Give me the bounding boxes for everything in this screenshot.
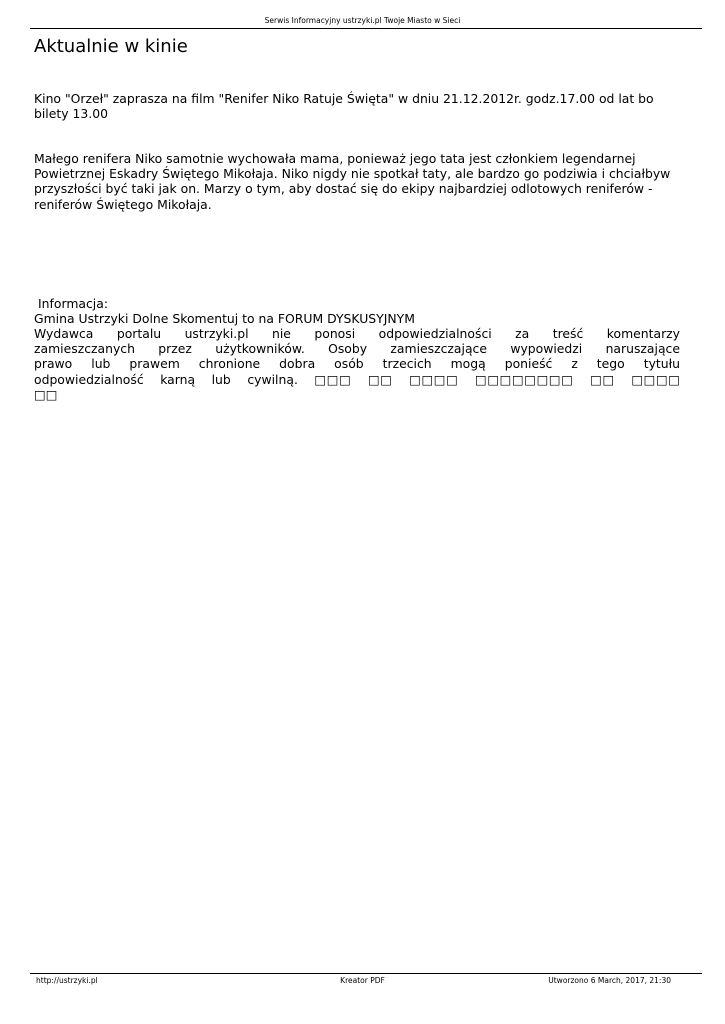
info-label: Informacja: <box>38 296 109 311</box>
article-paragraph-screening: Kino "Orzeł" zaprasza na film "Renifer Niko Ratuje Święta" w dniu 21.12.2012r. godz.17.00 od lat bo bilety 13.00 <box>34 91 654 122</box>
article-paragraph-description: Małego renifera Niko samotnie wychowała mama, ponieważ jego tata jest członkiem legendarnej Powietrznej Eskadry Świętego Mikołaja. Niko nigdy nie spotkał taty, ale bardzo go podziwia i chciałbyw przyszłości być taki jak on. Marzy o tym, aby dostać się do ekipy najbardziej odlotowych reniferów - reniferów Świętego Mikołaja. <box>34 151 671 212</box>
footer-generator: Kreator PDF <box>340 976 385 985</box>
footer-divider <box>30 973 702 974</box>
footer-created-date: Utworzono 6 March, 2017, 21:30 <box>548 976 671 985</box>
header-divider <box>30 28 702 29</box>
header-site-title: Serwis Informacyjny ustrzyki.pl Twoje Miasto w Sieci <box>264 16 461 25</box>
info-forum-line: Gmina Ustrzyki Dolne Skomentuj to na FORUM DYSKUSYJNYM <box>34 311 415 326</box>
disclaimer-text: Wydawca portalu ustrzyki.pl nie ponosi odpowiedzialności za treść komentarzy zamieszczanych przez użytkowników. Osoby zamieszczające wypowiedzi naruszające prawo lub prawem chronione dobra osób trzecich mogą ponieść z tego tytułu odpowiedzialność karną lub cywilną. □□□ □□ □□□□ □□□□□□□□ □□ □□□□ □□ <box>34 326 680 402</box>
footer-url: http://ustrzyki.pl <box>36 976 98 985</box>
page-title: Aktualnie w kinie <box>34 36 188 57</box>
